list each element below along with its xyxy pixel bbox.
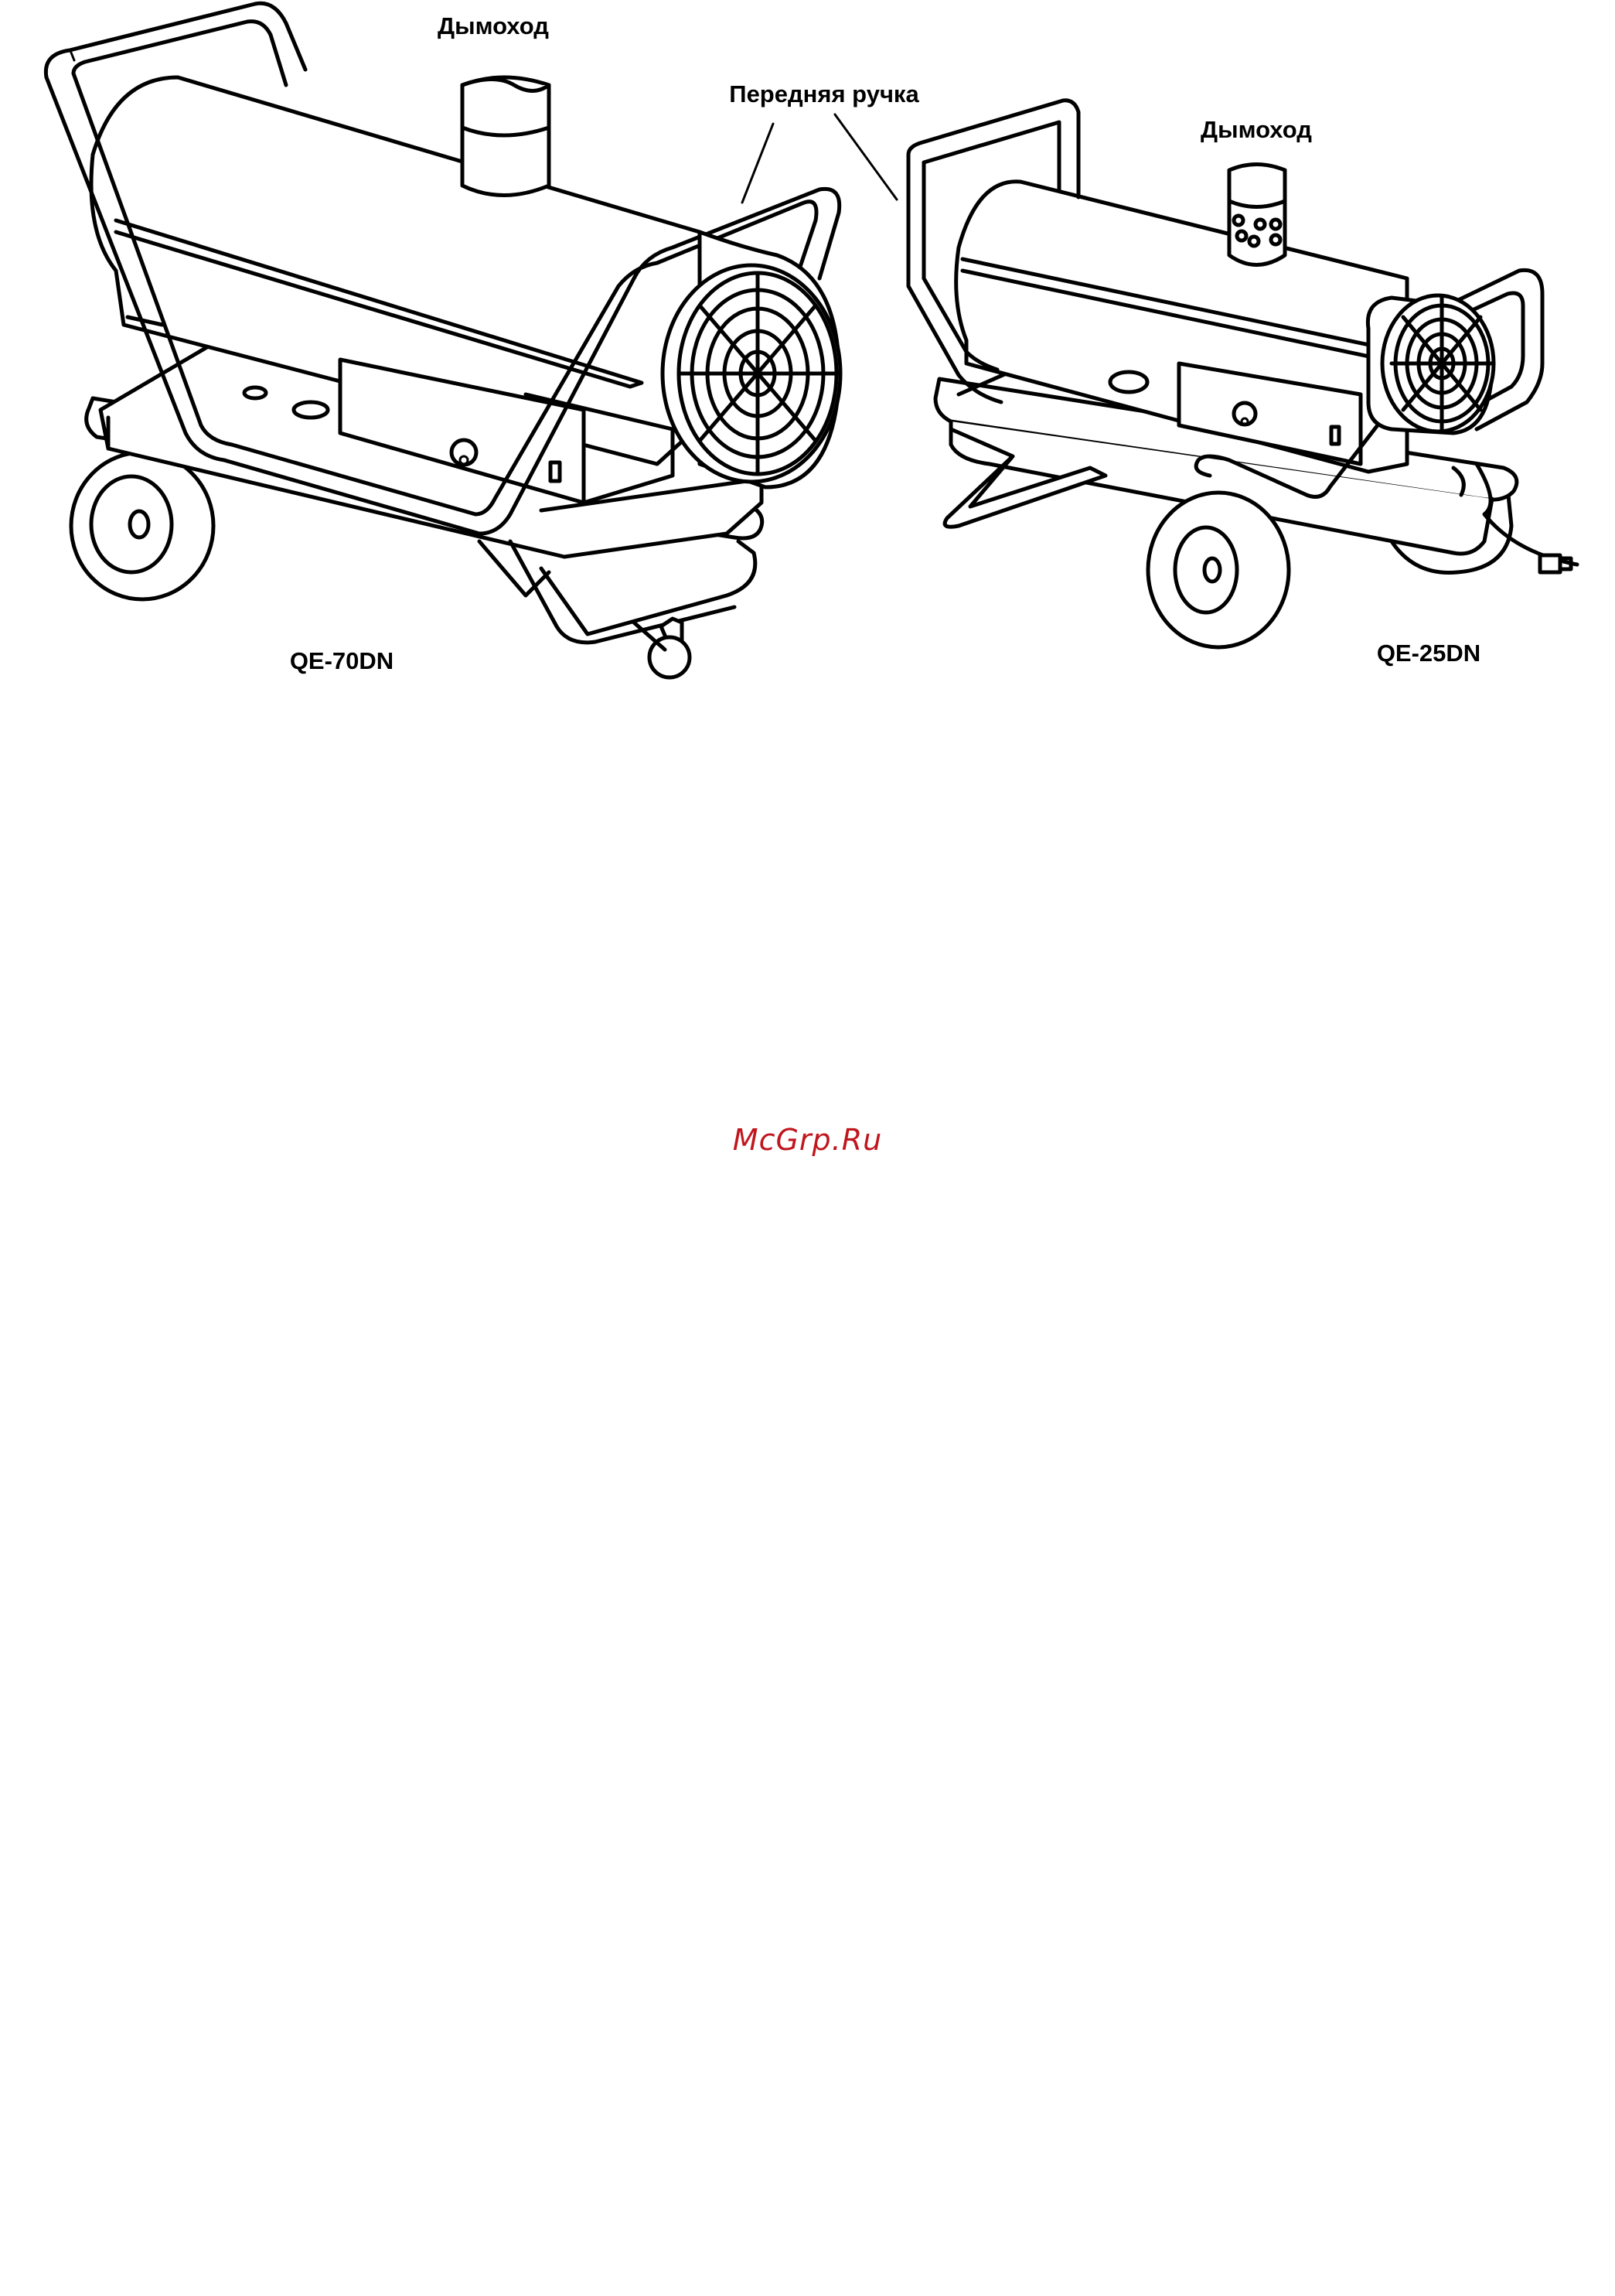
left-chimney — [462, 77, 549, 196]
left-front-caster — [479, 541, 755, 677]
label-model-qe-25dn: QE-25DN — [1376, 640, 1481, 667]
watermark — [0, 1123, 1615, 1157]
corner-mark — [71, 53, 74, 60]
label-chimney-left: Дымоход — [438, 12, 549, 39]
front-handle-leader-left — [742, 124, 773, 203]
heater-qe-25dn — [908, 101, 1577, 647]
heater-qe-70dn — [46, 3, 840, 677]
plug-icon — [1540, 555, 1560, 572]
label-front-handle: Передняя ручка — [729, 80, 919, 107]
front-handle-leader-right — [835, 114, 897, 200]
right-front-wheel — [1148, 493, 1289, 647]
label-chimney-right: Дымоход — [1201, 116, 1312, 143]
right-chimney — [1229, 165, 1285, 265]
left-rear-wheel — [71, 452, 213, 599]
right-fan-guard — [1368, 295, 1494, 433]
heater-diagram — [0, 0, 1615, 735]
watermark-text: McGrp.Ru — [732, 1123, 883, 1157]
label-model-qe-70dn: QE-70DN — [289, 647, 394, 674]
